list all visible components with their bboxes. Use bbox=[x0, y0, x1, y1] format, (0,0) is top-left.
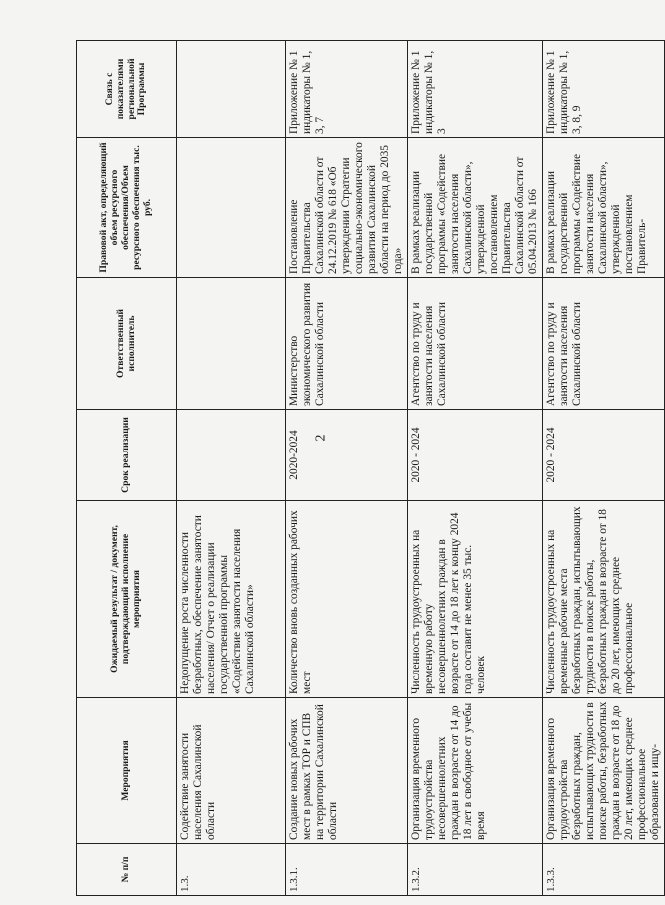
cell-legal-act bbox=[177, 138, 286, 278]
table-header-row bbox=[77, 41, 177, 896]
header-link: Связь с показателями региональной Программы bbox=[77, 41, 177, 138]
header-result: Ожидаемый результат / документ, подтверждающий исполнение мероприятия bbox=[77, 501, 177, 698]
cell-link: Приложение № 1 индикаторы № 1, 3, 7 bbox=[286, 41, 408, 138]
cell-result: Недопущение роста численности безработных, обеспечение занятости населения/ Отчет о реализации государственной программы «Содействие занятости населения Сахалинской области» bbox=[177, 501, 286, 698]
cell-num: 1.3.2. bbox=[408, 844, 543, 896]
cell-term bbox=[177, 410, 286, 501]
cell-event: Организация временного трудоустройства безработных граждан, испытывающих трудности в поиске работы, безработных граждан в возрасте от 18 до 20 лет, имеющих среднее профессиональное образование и ищу- bbox=[543, 698, 665, 844]
cell-num: 1.3.3. bbox=[543, 844, 665, 896]
cell-term: 2020-2024 bbox=[286, 410, 408, 501]
cell-term: 2020 - 2024 bbox=[543, 410, 665, 501]
header-legal-act: Правовой акт, определяющий объем ресурсного обеспечения/Объем ресурсного обеспечения тыс. руб. bbox=[77, 138, 177, 278]
page-number: 2 bbox=[313, 434, 329, 442]
cell-event: Создание новых рабочих мест в рамках ТОР и СПВ на территории Сахалинской области bbox=[286, 698, 408, 844]
cell-link bbox=[177, 41, 286, 138]
cell-event: Содействие занятости населения Сахалинской области bbox=[177, 698, 286, 844]
table-row bbox=[177, 41, 286, 896]
cell-executor: Министерство экономического развития Сахалинской области bbox=[286, 278, 408, 410]
activities-table bbox=[76, 40, 665, 896]
cell-link: Приложение № 1 индикаторы № 1, 3 bbox=[408, 41, 543, 138]
header-term: Срок реализации bbox=[77, 410, 177, 501]
table-row bbox=[286, 41, 408, 896]
cell-term: 2020 - 2024 bbox=[408, 410, 543, 501]
table-row bbox=[543, 41, 665, 896]
rotated-table-wrapper bbox=[76, 41, 661, 896]
cell-num: 1.3. bbox=[177, 844, 286, 896]
cell-result: Численность трудоустроенных на временные рабочие места безработных граждан, испытывающих трудности в поиске работы, безработных граждан в возрасте от 18 до 20 лет, имеющих среднее профессиональное bbox=[543, 501, 665, 698]
header-event: Мероприятия bbox=[77, 698, 177, 844]
cell-link: Приложение № 1 индикаторы № 1, 3, 8, 9 bbox=[543, 41, 665, 138]
header-num: № п/п bbox=[77, 844, 177, 896]
cell-result: Количество вновь созданных рабочих мест bbox=[286, 501, 408, 698]
header-executor: Ответственный исполнитель bbox=[77, 278, 177, 410]
cell-legal-act: В рамках реализации государственной программы «Содействие занятости населения Сахалинской области», утвержденной постановлением Правительства Сахалинской области от 05.04.2013 № 166 bbox=[408, 138, 543, 278]
cell-result: Численность трудоустроенных на временную работу несовершеннолетних граждан в возрасте от 14 до 18 лет к концу 2024 года составит не менее 35 тыс. человек bbox=[408, 501, 543, 698]
table-row bbox=[408, 41, 543, 896]
cell-executor: Агентство по труду и занятости населения Сахалинской области bbox=[408, 278, 543, 410]
cell-executor: Агентство по труду и занятости населения Сахалинской области bbox=[543, 278, 665, 410]
cell-event: Организация временного трудоустройства несовершеннолетних граждан в возрасте от 14 до 18 лет в свободное от учебы время bbox=[408, 698, 543, 844]
cell-executor bbox=[177, 278, 286, 410]
cell-legal-act: Постановление Правительства Сахалинской области от 24.12.2019 № 618 «Об утверждении Стратегии социально-экономического развития Сахалинской области на период до 2035 года» bbox=[286, 138, 408, 278]
cell-num: 1.3.1. bbox=[286, 844, 408, 896]
cell-legal-act: В рамках реализации государственной программы «Содействие занятости населения Сахалинской области», утвержденной постановлением Правитель- bbox=[543, 138, 665, 278]
